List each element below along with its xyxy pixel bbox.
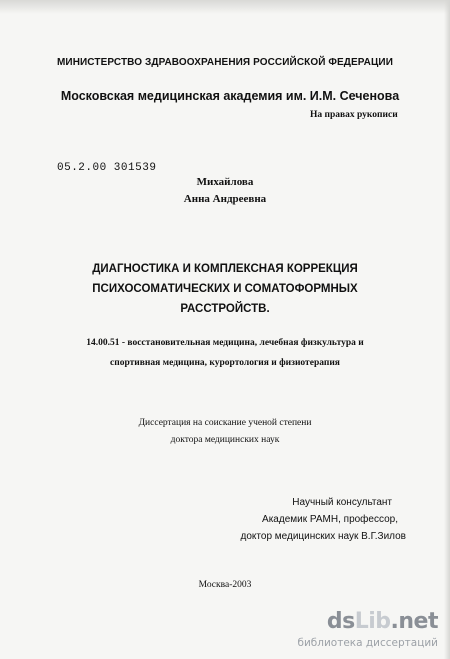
- dissertation-degree-line-2: доктора медицинских наук: [170, 435, 280, 445]
- manuscript-rights-note: На правах рукописи: [310, 110, 398, 120]
- specialty-line-1: 14.00.51 - восстановительная медицина, лечебная физкультура и: [86, 338, 364, 348]
- dslib-watermark[interactable]: [284, 607, 444, 657]
- scan-top-shadow: [0, 0, 450, 14]
- logo-prefix: ds: [326, 609, 355, 634]
- consultant-rank: Академик РАМН, профессор,: [262, 514, 398, 525]
- consultant-label: Научный консультант: [292, 497, 392, 508]
- registration-code: 05.2.00 301539: [57, 162, 157, 174]
- specialty-line-2: спортивная медицина, курортология и физиотерапия: [110, 358, 340, 368]
- author-surname: Михайлова: [196, 176, 254, 188]
- dslib-subtitle: библиотека диссертаций: [297, 637, 438, 649]
- dslib-logo: [327, 609, 438, 634]
- ministry-heading: МИНИСТЕРСТВО ЗДРАВООХРАНЕНИЯ РОССИЙСКОЙ ФЕДЕРАЦИИ: [56, 57, 393, 68]
- thesis-title-line-1: ДИАГНОСТИКА И КОМПЛЕКСНАЯ КОРРЕКЦИЯ: [92, 263, 358, 275]
- thesis-title-line-2: ПСИХОСОМАТИЧЕСКИХ И СОМАТОФОРМНЫХ: [92, 283, 358, 295]
- author-name: Анна Андреевна: [183, 193, 267, 205]
- logo-suffix: .net: [390, 609, 438, 634]
- dissertation-degree-line-1: Диссертация на соискание ученой степени: [138, 418, 312, 428]
- consultant-name: доктор медицинских наук В.Г.Зилов: [240, 531, 406, 542]
- city-year: Москва-2003: [198, 580, 252, 590]
- thesis-title-line-3: РАССТРОЙСТВ.: [180, 303, 270, 315]
- academy-heading: Московская медицинская академия им. И.М. Сеченова: [60, 89, 400, 103]
- logo-lib: Lib: [354, 609, 391, 634]
- scan-right-edge: [444, 0, 450, 659]
